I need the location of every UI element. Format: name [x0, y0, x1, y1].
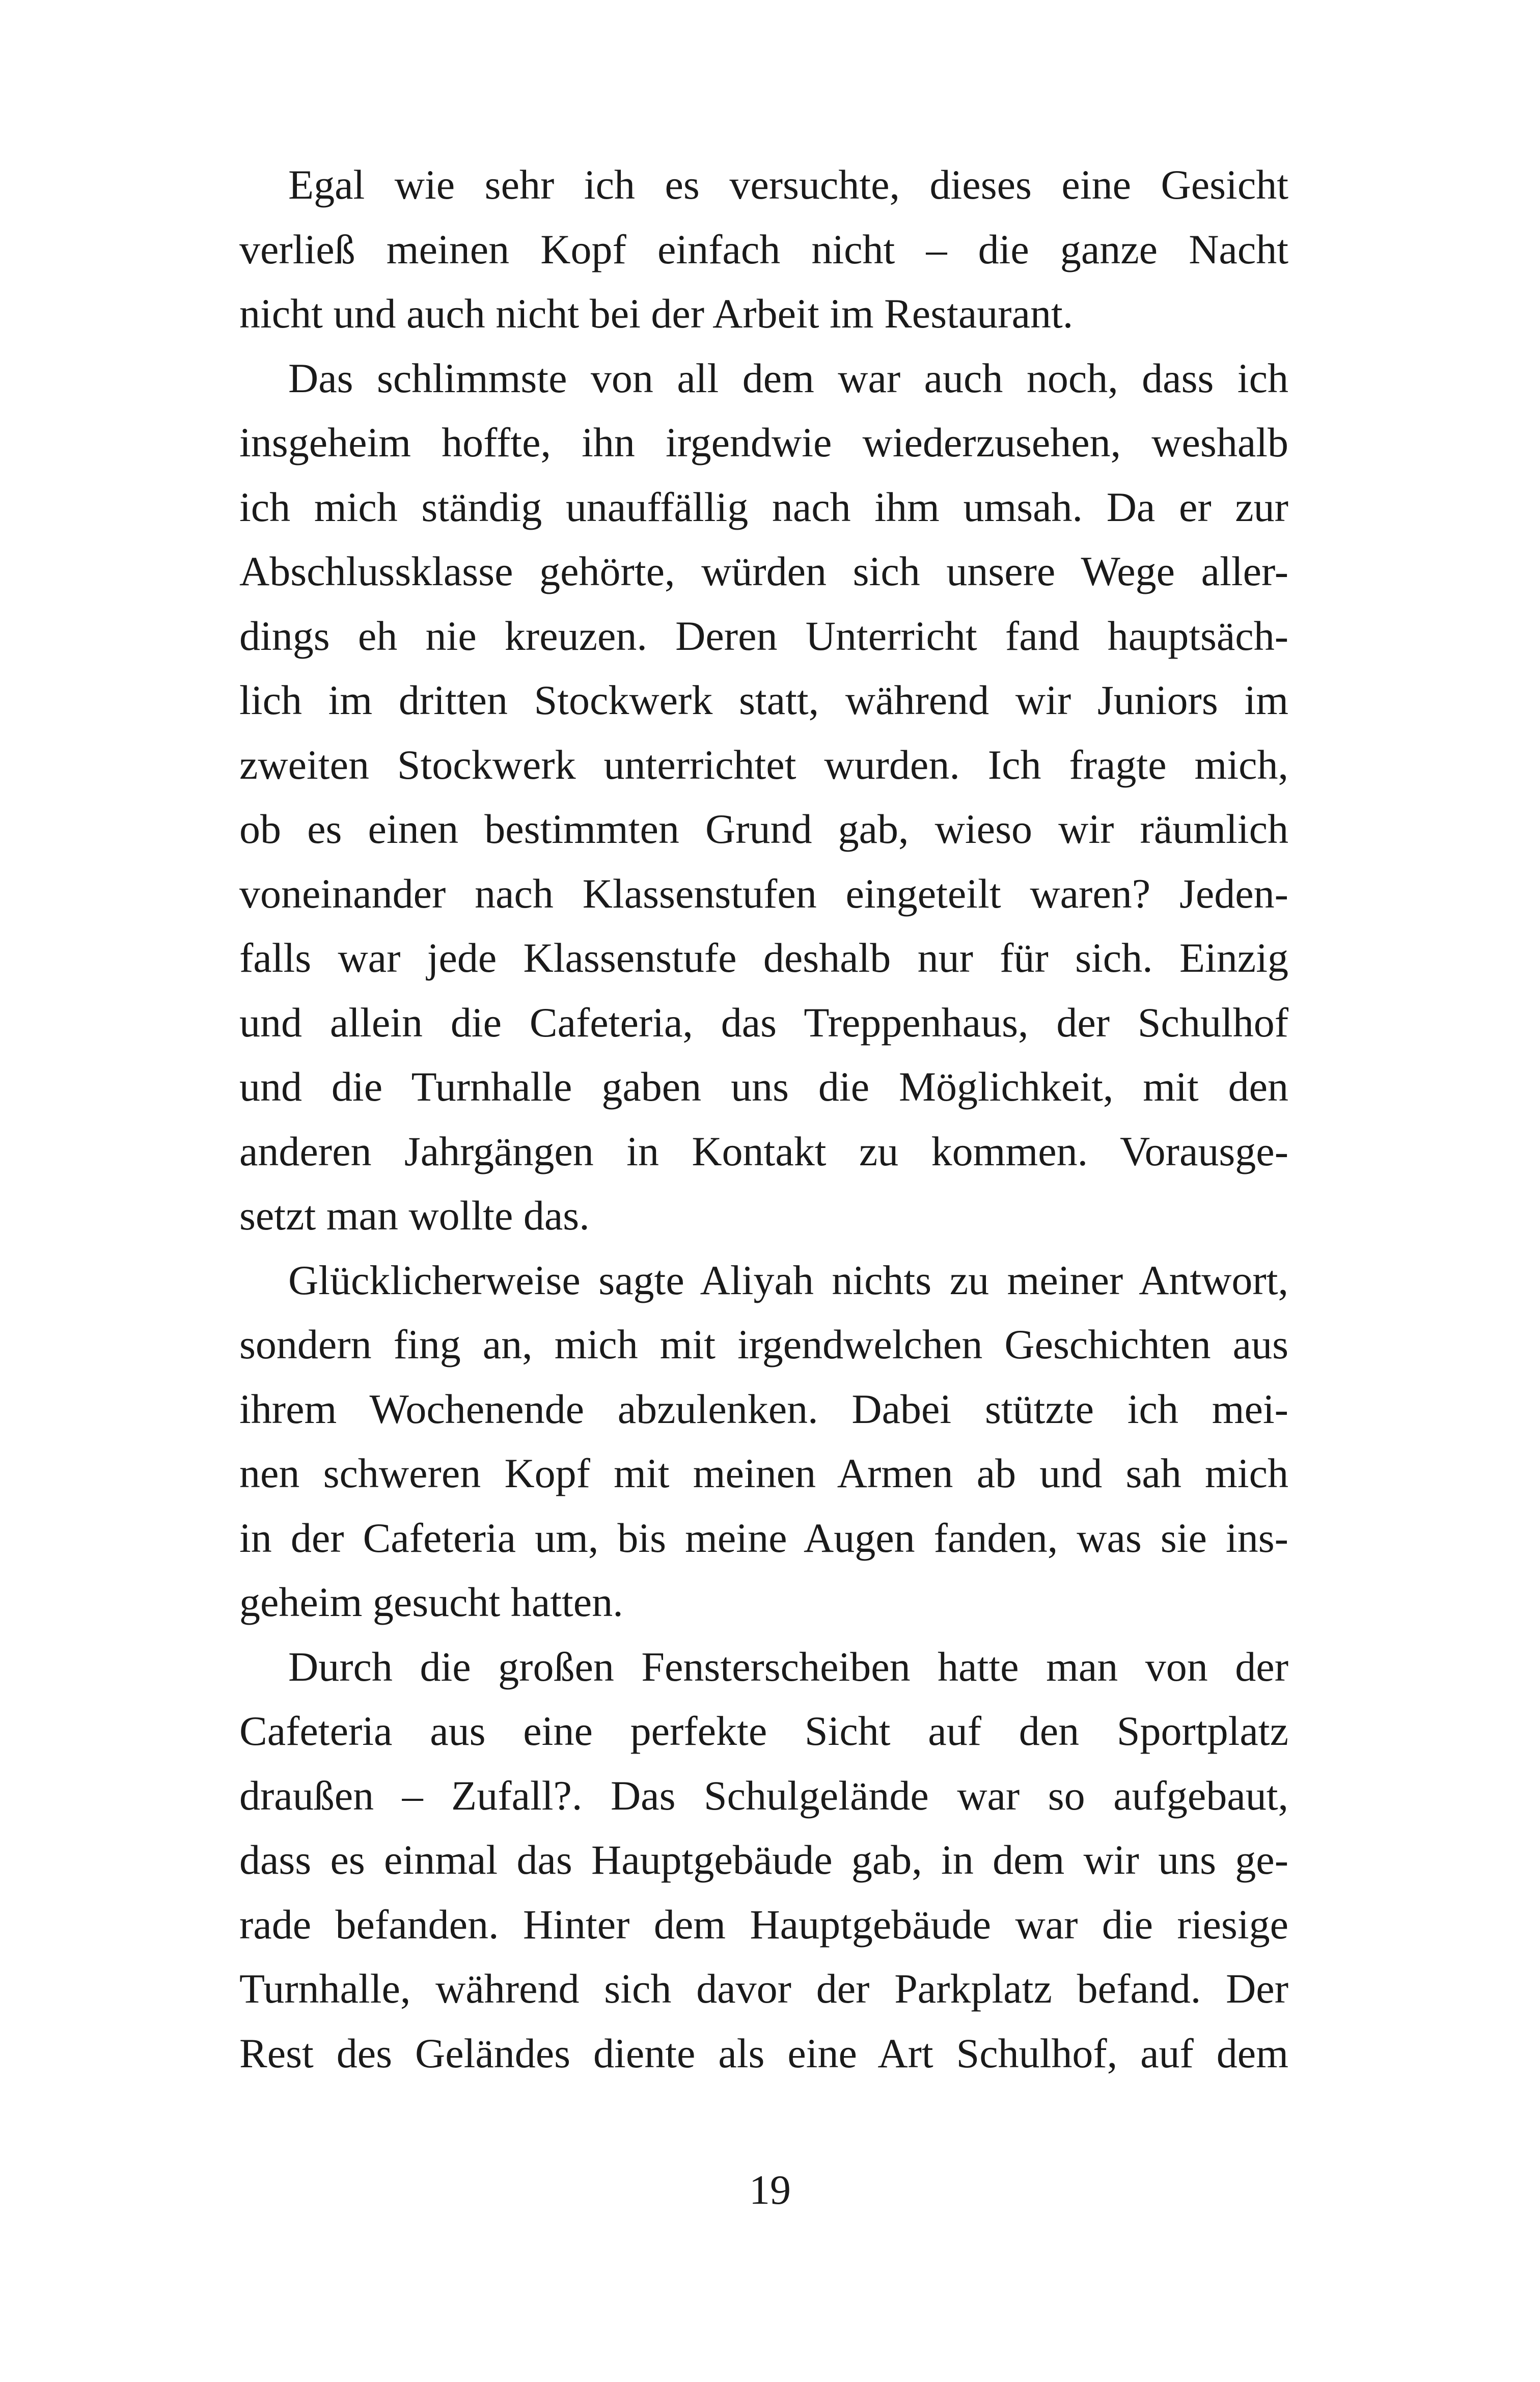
text-line: lich im dritten Stockwerk statt, während wir Juniors im: [239, 677, 1288, 723]
text-line: rade befanden. Hinter dem Hauptgebäude war die riesige: [239, 1901, 1288, 1948]
text-line: sondern fing an, mich mit irgendwelchen Geschichten aus: [239, 1321, 1288, 1367]
text-line: in der Cafeteria um, bis meine Augen fanden, was sie ins-: [239, 1514, 1288, 1561]
text-line: Turnhalle, während sich davor der Parkplatz befand. Der: [239, 1965, 1288, 2012]
text-line: ihrem Wochenende abzulenken. Dabei stützte ich mei-: [239, 1385, 1288, 1432]
text-line: Glücklicherweise sagte Aliyah nichts zu meiner Antwort,: [288, 1256, 1288, 1303]
text-line: und die Turnhalle gaben uns die Möglichkeit, mit den: [239, 1063, 1288, 1110]
text-line: voneinander nach Klassenstufen eingeteilt waren? Jeden-: [239, 870, 1288, 917]
text-line: dass es einmal das Hauptgebäude gab, in dem wir uns ge-: [239, 1837, 1288, 1883]
text-line: geheim gesucht hatten.: [239, 1579, 623, 1625]
text-line: und allein die Cafeteria, das Treppenhaus, der Schulhof: [239, 999, 1288, 1046]
text-line: ich mich ständig unauffällig nach ihm umsah. Da er zur: [239, 483, 1288, 530]
page-number: 19: [749, 2167, 791, 2213]
text-line: anderen Jahrgängen in Kontakt zu kommen. Vorausge-: [239, 1128, 1288, 1174]
text-line: setzt man wollte das.: [239, 1192, 590, 1239]
text-line: Rest des Geländes diente als eine Art Schulhof, auf dem: [239, 2030, 1288, 2076]
text-line: zweiten Stockwerk unterrichtet wurden. Ich fragte mich,: [239, 741, 1288, 788]
text-line: verließ meinen Kopf einfach nicht – die ganze Nacht: [239, 226, 1288, 272]
text-line: Egal wie sehr ich es versuchte, dieses eine Gesicht: [288, 161, 1288, 208]
text-line: dings eh nie kreuzen. Deren Unterricht fand hauptsäch-: [239, 612, 1288, 659]
text-line: Durch die großen Fensterscheiben hatte man von der: [288, 1643, 1288, 1690]
text-line: nicht und auch nicht bei der Arbeit im Restaurant.: [239, 290, 1074, 337]
text-line: Das schlimmste von all dem war auch noch, dass ich: [288, 354, 1288, 401]
text-line: ob es einen bestimmten Grund gab, wieso wir räumlich: [239, 806, 1288, 852]
text-line: Abschlussklasse gehörte, würden sich unsere Wege aller-: [239, 548, 1288, 594]
text-line: Cafeteria aus eine perfekte Sicht auf den Sportplatz: [239, 1708, 1288, 1754]
text-line: insgeheim hoffte, ihn irgendwie wiederzusehen, weshalb: [239, 419, 1288, 466]
text-line: draußen – Zufall?. Das Schulgelände war so aufgebaut,: [239, 1772, 1288, 1819]
body-text: [239, 153, 1288, 2086]
text-line: falls war jede Klassenstufe deshalb nur für sich. Einzig: [239, 935, 1288, 981]
text-line: nen schweren Kopf mit meinen Armen ab und sah mich: [239, 1450, 1288, 1496]
